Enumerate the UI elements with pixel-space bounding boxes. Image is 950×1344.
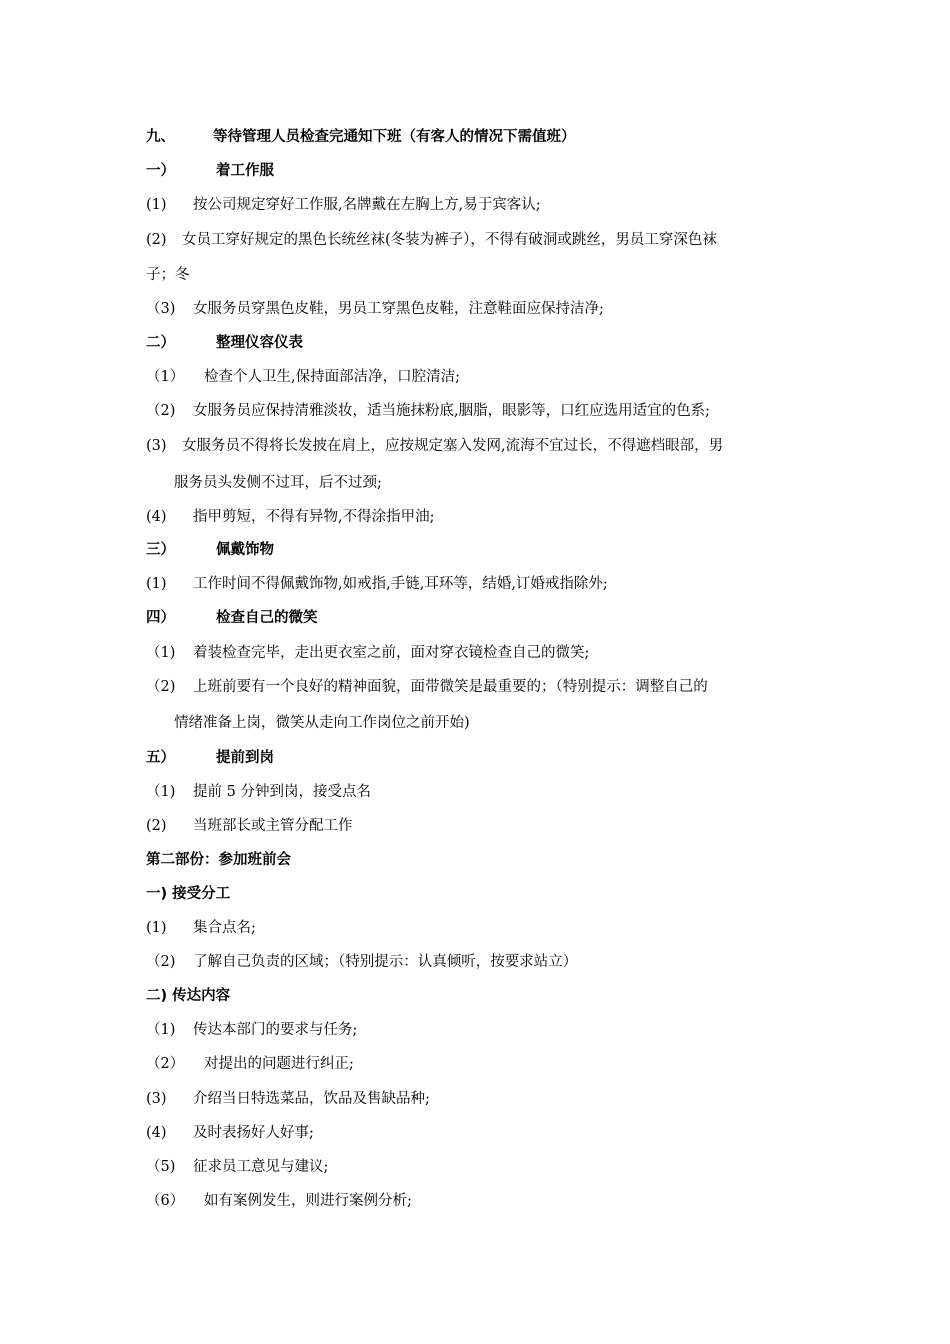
subsection-title: 提前到岗 (216, 750, 274, 766)
list-marker: （2) (146, 679, 176, 695)
list-text: 对提出的问题进行纠正; (204, 1056, 354, 1072)
list-text: 女员工穿好规定的黑色长统丝袜(冬装为裤子），不得有破洞或跳丝，男员工穿深色袜 (182, 232, 717, 248)
list-text: 了解自己负责的区域；（特别提示：认真倾听，按要求站立） (193, 954, 578, 970)
list-marker: (4) (146, 1125, 167, 1141)
list-marker: (1) (146, 197, 167, 213)
list-text: 检查个人卫生,保持面部洁净，口腔清洁; (204, 369, 460, 385)
list-text: 征求员工意见与建议; (193, 1159, 329, 1175)
list-text: 传达本部门的要求与任务; (193, 1022, 358, 1038)
list-text: 着装检查完毕，走出更衣室之前，面对穿衣镜检查自己的微笑; (193, 645, 590, 661)
list-marker: （3) (146, 301, 176, 317)
list-marker: (4) (146, 509, 167, 525)
subsection-title: 整理仪容仪表 (216, 335, 303, 351)
list-text: 女服务员应保持清雅淡妆，适当施抹粉底,胭脂，眼影等，口红应选用适宜的色系; (193, 403, 710, 419)
list-marker: （1） (146, 369, 185, 385)
list-marker: （1) (146, 1022, 176, 1038)
list-text: 指甲剪短，不得有异物,不得涂指甲油; (193, 509, 435, 525)
section-9-number: 九、 (146, 129, 175, 145)
list-text: 按公司规定穿好工作服,名牌戴在左胸上方,易于宾客认; (193, 197, 541, 213)
list-text: 如有案例发生，则进行案例分析; (204, 1193, 412, 1209)
subsection-title: 检查自己的微笑 (216, 610, 318, 626)
list-marker: （2） (146, 1056, 185, 1072)
list-marker: （6） (146, 1193, 185, 1209)
list-marker: (1) (146, 576, 167, 592)
list-text: 女服务员不得将长发披在肩上，应按规定塞入发网,流海不宜过长，不得遮档眼部，男 (182, 438, 724, 454)
list-text: 上班前要有一个良好的精神面貌，面带微笑是最重要的；（特别提示：调整自己的 (193, 679, 708, 695)
part-2-heading: 第二部份：参加班前会 (146, 852, 291, 868)
subsection-number: 三） (146, 542, 175, 558)
list-text: 及时表扬好人好事; (193, 1125, 314, 1141)
list-text: 工作时间不得佩戴饰物,如戒指,手链,耳环等，结婚,订婚戒指除外; (193, 576, 608, 592)
part-2-subsection-2-heading: 二) 传达内容 (146, 988, 231, 1004)
list-marker: （2) (146, 954, 176, 970)
list-text: 当班部长或主管分配工作 (193, 818, 353, 834)
list-marker: (3) (146, 438, 167, 454)
list-text: 集合点名; (193, 920, 256, 936)
list-marker: （1) (146, 784, 176, 800)
list-marker: (2) (146, 818, 167, 834)
list-marker: （5) (146, 1159, 176, 1175)
list-marker: （2) (146, 403, 176, 419)
subsection-title: 佩戴饰物 (216, 542, 274, 558)
section-9-title: 等待管理人员检查完通知下班（有客人的情况下需值班） (213, 129, 576, 145)
list-marker: (1) (146, 920, 167, 936)
list-item-continuation: 情绪准备上岗，微笑从走向工作岗位之前开始) (174, 715, 470, 731)
list-item-continuation: 子；冬 (146, 267, 190, 283)
list-marker: (2) (146, 232, 167, 248)
subsection-number: 二） (146, 335, 175, 351)
list-marker: （1) (146, 645, 176, 661)
list-text: 提前 5 分钟到岗，接受点名 (193, 784, 371, 800)
list-text: 介绍当日特选菜品，饮品及售缺品种; (193, 1091, 430, 1107)
subsection-title: 着工作服 (216, 163, 274, 179)
subsection-number: 四） (146, 610, 175, 626)
list-item-continuation: 服务员头发侧不过耳，后不过颈; (174, 475, 382, 491)
subsection-number: 五） (146, 750, 175, 766)
list-text: 女服务员穿黑色皮鞋，男员工穿黑色皮鞋，注意鞋面应保持洁净; (193, 301, 604, 317)
part-2-subsection-1-heading: 一) 接受分工 (146, 886, 231, 902)
list-marker: (3) (146, 1091, 167, 1107)
subsection-number: 一） (146, 163, 175, 179)
